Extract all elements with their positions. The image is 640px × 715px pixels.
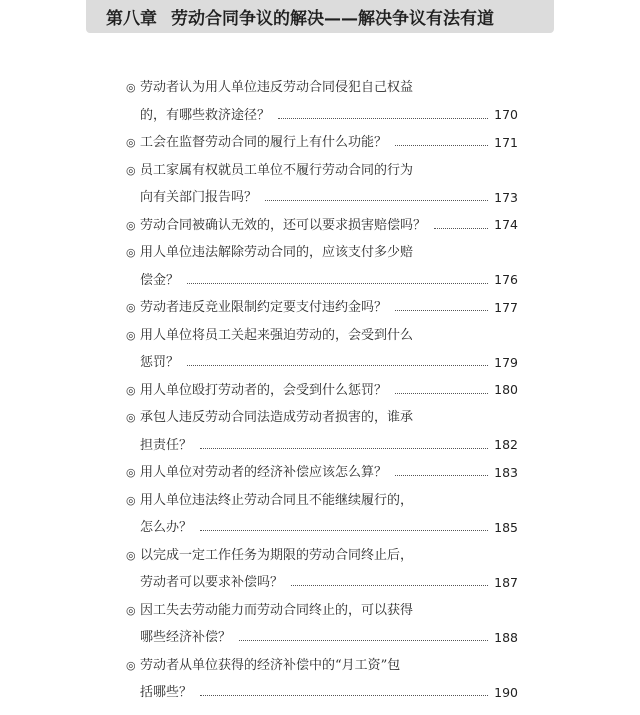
page-number: 182: [494, 437, 518, 452]
dot-leader: [200, 448, 488, 449]
toc-entry-line: [126, 459, 518, 487]
page-number: 171: [494, 134, 518, 150]
bullet-icon: ◎: [126, 81, 136, 95]
toc-entry-title: 哪些经济补偿？: [140, 630, 232, 646]
toc-entry[interactable]: [126, 294, 518, 322]
toc-entry-title: 以完成一定工作任务为期限的劳动合同终止后，: [140, 547, 414, 563]
toc-entry-title: 员工家属有权就员工单位不履行劳动合同的行为: [140, 162, 414, 178]
toc-entry[interactable]: [126, 74, 518, 129]
toc-entry[interactable]: [126, 322, 518, 377]
toc-entry-title: 劳动者认为用人单位违反劳动合同侵犯自己权益: [140, 80, 414, 96]
bullet-icon: ◎: [126, 603, 136, 617]
dot-leader: [187, 365, 488, 366]
toc-entry-title: 劳动者可以要求补偿吗？: [140, 575, 284, 591]
toc-entry-line: [126, 487, 518, 515]
dot-leader: [187, 283, 488, 284]
bullet-icon: ◎: [126, 246, 136, 260]
bullet-icon: ◎: [126, 328, 136, 342]
dot-leader: [395, 393, 488, 394]
toc-entry-title: 向有关部门报告吗？: [140, 190, 258, 206]
page-number: 187: [494, 574, 518, 590]
bullet-icon: ◎: [126, 383, 136, 397]
chapter-header: [86, 0, 554, 33]
toc-entry-continuation: [126, 569, 518, 597]
page-number: 188: [494, 629, 518, 645]
toc-entry-title: 偿金？: [140, 272, 180, 288]
toc-entry-title: 用人单位违法解除劳动合同的，应该支付多少赔: [140, 245, 414, 261]
dot-leader: [395, 145, 488, 146]
toc-entry-line: [126, 597, 518, 625]
bullet-icon: ◎: [126, 301, 136, 315]
toc-entry[interactable]: [126, 157, 518, 212]
bullet-icon: ◎: [126, 136, 136, 150]
bullet-icon: ◎: [126, 493, 136, 507]
toc-entry-line: [126, 404, 518, 432]
bullet-icon: ◎: [126, 411, 136, 425]
toc-entry[interactable]: [126, 129, 518, 157]
chapter-number: 第八章: [106, 9, 157, 29]
dot-leader: [239, 640, 488, 641]
bullet-icon: ◎: [126, 548, 136, 562]
toc-entry-continuation: [126, 102, 518, 130]
toc-entry[interactable]: [126, 487, 518, 542]
toc-entry-title: 担责任？: [140, 437, 193, 453]
toc-entry-line: [126, 294, 518, 322]
toc-entry-line: [126, 322, 518, 350]
toc-entry-title: 劳动合同被确认无效的，还可以要求损害赔偿吗？: [140, 217, 427, 233]
toc-entry[interactable]: [126, 212, 518, 240]
toc-entry-title: 因工失去劳动能力而劳动合同终止的，可以获得: [140, 602, 414, 618]
toc-entry-title: 用人单位殴打劳动者的，会受到什么惩罚？: [140, 382, 388, 398]
bullet-icon: ◎: [126, 466, 136, 480]
bullet-icon: ◎: [126, 218, 136, 232]
bullet-icon: ◎: [126, 163, 136, 177]
toc-entry[interactable]: [126, 239, 518, 294]
toc-entry-title: 劳动者从单位获得的经济补偿中的“月工资”包: [140, 657, 401, 673]
toc-entry-title: 劳动者违反竞业限制约定要支付违约金吗？: [140, 300, 388, 316]
toc-entry-title: 工会在监督劳动合同的履行上有什么功能？: [140, 135, 388, 151]
toc-entry-line: [126, 129, 518, 157]
toc-entry-title: 括哪些？: [140, 685, 193, 701]
dot-leader: [291, 585, 488, 586]
toc-entry-continuation: [126, 267, 518, 295]
toc-entry[interactable]: [126, 542, 518, 597]
dot-leader: [265, 200, 488, 201]
toc-entry-title: 的，有哪些救济途径？: [140, 107, 271, 123]
page-number: 180: [494, 382, 518, 397]
toc-entry-continuation: [126, 432, 518, 460]
toc-entry-continuation: [126, 184, 518, 212]
page-number: 170: [494, 107, 518, 122]
toc-entry-line: [126, 542, 518, 570]
dot-leader: [200, 530, 488, 531]
toc-entry-title: 用人单位对劳动者的经济补偿应该怎么算？: [140, 465, 388, 481]
page-number: 190: [494, 684, 518, 700]
page-number: 173: [494, 189, 518, 205]
table-of-contents: [126, 74, 518, 707]
toc-entry[interactable]: [126, 652, 518, 707]
page-number: 179: [494, 354, 518, 370]
toc-entry[interactable]: [126, 377, 518, 405]
dot-leader: [278, 118, 488, 119]
toc-entry-line: [126, 652, 518, 680]
chapter-title: 劳动合同争议的解决——解决争议有法有道: [171, 9, 494, 29]
toc-entry-continuation: [126, 514, 518, 542]
toc-entry-line: [126, 212, 518, 240]
toc-entry-continuation: [126, 624, 518, 652]
toc-entry-title: 惩罚？: [140, 355, 180, 371]
dot-leader: [434, 228, 488, 229]
page-number: 183: [494, 464, 518, 480]
dot-leader: [395, 475, 488, 476]
toc-entry[interactable]: [126, 459, 518, 487]
toc-entry[interactable]: [126, 597, 518, 652]
toc-entry[interactable]: [126, 404, 518, 459]
toc-entry-line: [126, 377, 518, 405]
toc-entry-continuation: [126, 679, 518, 707]
page-number: 185: [494, 519, 518, 535]
toc-entry-title: 用人单位将员工关起来强迫劳动的，会受到什么: [140, 327, 414, 343]
bullet-icon: ◎: [126, 658, 136, 672]
dot-leader: [200, 695, 488, 696]
toc-entry-line: [126, 74, 518, 102]
dot-leader: [395, 310, 488, 311]
toc-entry-title: 用人单位违法终止劳动合同且不能继续履行的，: [140, 492, 414, 508]
toc-entry-title: 承包人违反劳动合同法造成劳动者损害的，谁承: [140, 410, 414, 426]
page-number: 176: [494, 272, 518, 287]
page-number: 174: [494, 217, 518, 232]
toc-entry-continuation: [126, 349, 518, 377]
toc-entry-line: [126, 239, 518, 267]
page-number: 177: [494, 299, 518, 315]
toc-entry-title: 怎么办？: [140, 520, 193, 536]
toc-entry-line: [126, 157, 518, 185]
